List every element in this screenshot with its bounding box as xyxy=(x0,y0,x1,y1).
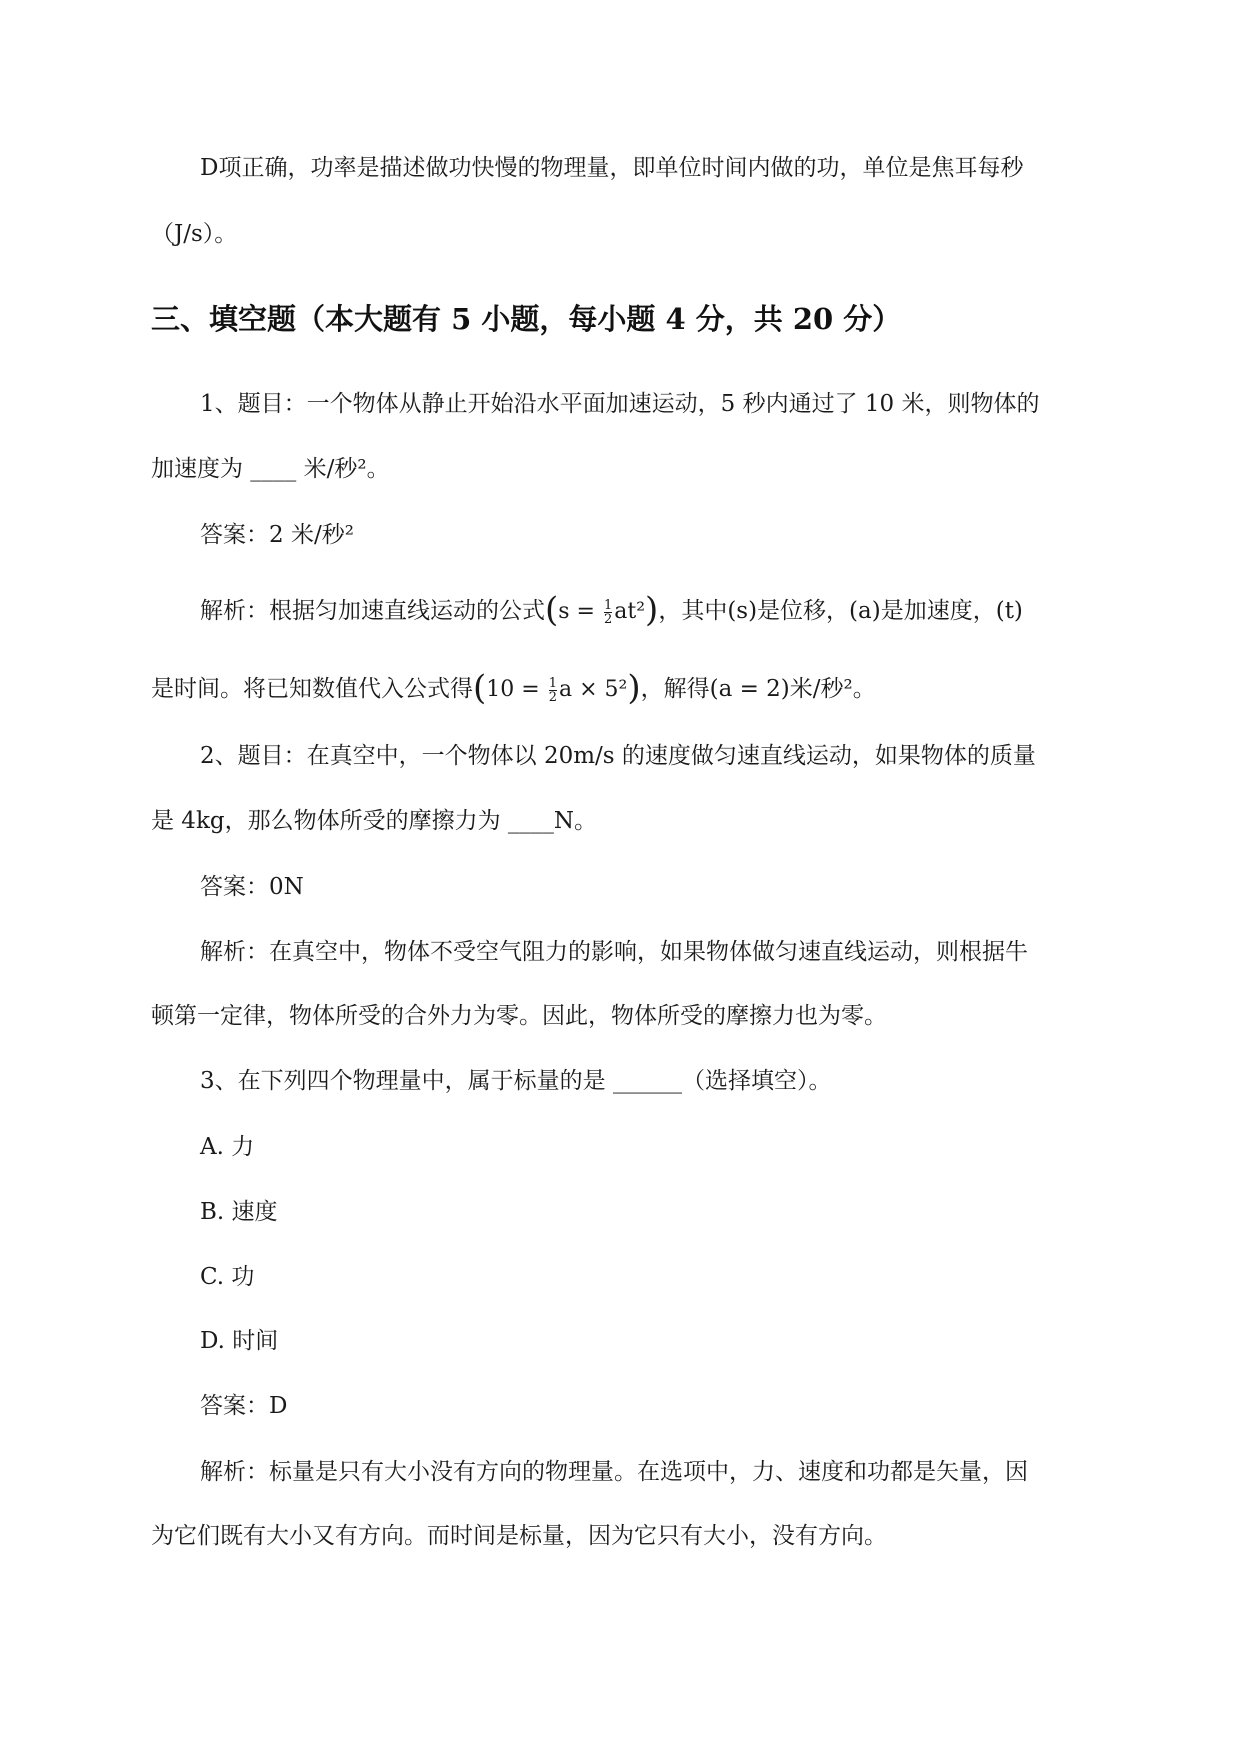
explanation-text: 是时间。将已知数值代入公式得 xyxy=(151,676,473,702)
fraction-numerator: 1 xyxy=(548,675,557,691)
explanation-1-line xyxy=(151,668,1101,708)
option-b: B. 速度 xyxy=(200,1199,278,1225)
formula-text: 10 = xyxy=(486,677,547,702)
option-d: D. 时间 xyxy=(200,1328,279,1354)
explanation-text: 解析：根据匀加速直线运动的公式 xyxy=(200,598,545,624)
option-c: C. 功 xyxy=(200,1264,255,1290)
fraction xyxy=(549,677,557,704)
paragraph-line: D项正确，功率是描述做功快慢的物理量，即单位时间内做的功，单位是焦耳每秒 xyxy=(200,155,1024,181)
question-3-text: 3、在下列四个物理量中，属于标量的是 ______（选择填空）。 xyxy=(200,1068,832,1094)
question-2-text: 是 4kg，那么物体所受的摩擦力为 ____N。 xyxy=(151,808,598,834)
fraction-denominator: 2 xyxy=(603,611,613,627)
question-2-text: 2、题目：在真空中，一个物体以 20m/s 的速度做匀速直线运动，如果物体的质量 xyxy=(200,743,1036,769)
paren-left: ( xyxy=(545,590,559,630)
fraction-denominator: 2 xyxy=(548,689,557,705)
explanation-2-line: 顿第一定律，物体所受的合外力为零。因此，物体所受的摩擦力也为零。 xyxy=(151,1003,887,1029)
question-1-text: 1、题目：一个物体从静止开始沿水平面加速运动，5 秒内通过了 10 米，则物体的 xyxy=(200,391,1040,417)
formula-text: a × 5² xyxy=(558,677,628,702)
explanation-text: ，解得(a = 2)米/秒²。 xyxy=(640,676,876,702)
explanation-3-line: 为它们既有大小又有方向。而时间是标量，因为它只有大小，没有方向。 xyxy=(151,1523,887,1549)
explanation-1-line xyxy=(200,590,1100,630)
option-a: A. 力 xyxy=(200,1134,255,1160)
answer-3: 答案：D xyxy=(200,1393,288,1419)
explanation-2-line: 解析：在真空中，物体不受空气阻力的影响，如果物体做匀速直线运动，则根据牛 xyxy=(200,939,1028,965)
paren-right: ) xyxy=(645,590,659,630)
question-1-text: 加速度为 ____ 米/秒²。 xyxy=(151,456,390,482)
formula-text: s = xyxy=(558,599,602,624)
section-heading: 三、填空题（本大题有 5 小题，每小题 4 分，共 20 分） xyxy=(151,302,902,336)
explanation-3-line: 解析：标量是只有大小没有方向的物理量。在选项中，力、速度和功都是矢量，因 xyxy=(200,1459,1028,1485)
paragraph-line: （J/s）。 xyxy=(151,221,238,247)
fraction-numerator: 1 xyxy=(603,597,613,613)
fraction xyxy=(604,599,612,626)
formula-text: at² xyxy=(614,599,646,624)
paren-right: ) xyxy=(627,668,641,708)
explanation-text: ，其中(s)是位移，(a)是加速度，(t) xyxy=(658,598,1023,624)
paren-left: ( xyxy=(473,668,487,708)
answer-2: 答案：0N xyxy=(200,874,304,900)
answer-1: 答案：2 米/秒² xyxy=(200,522,354,548)
